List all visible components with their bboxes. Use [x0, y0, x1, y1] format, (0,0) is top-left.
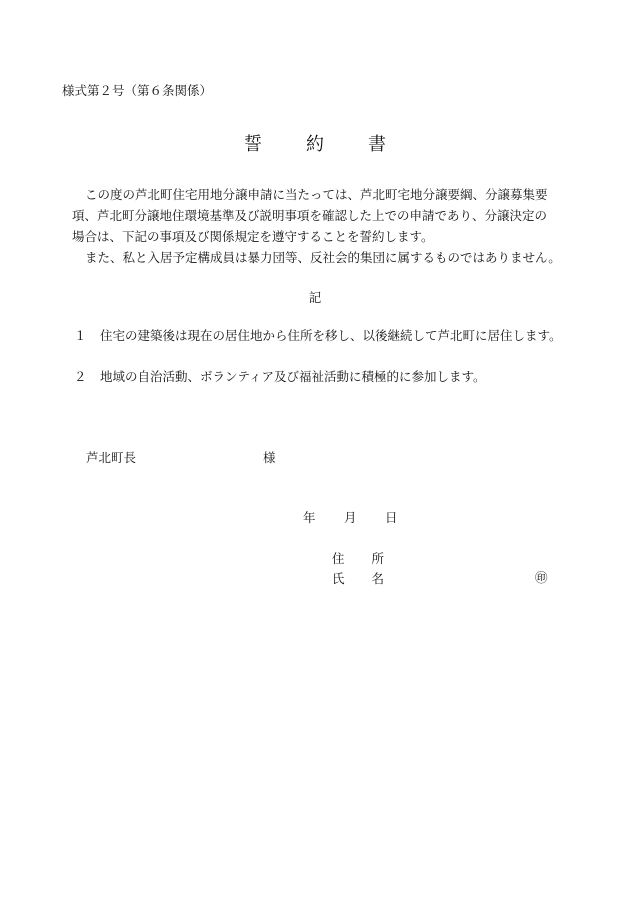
- paragraph-line-2: 項、芦北町分譲地住環境基準及び説明事項を確認した上での申請であり、分譲決定の: [72, 208, 548, 223]
- paragraph-line-3: 場合は、下記の事項及び関係規定を遵守することを誓約します。: [72, 229, 434, 244]
- seal-icon: ㊞: [535, 570, 548, 585]
- item-number: １: [74, 328, 87, 343]
- list-item: [74, 330, 562, 343]
- document-title: [0, 136, 630, 154]
- form-number-label: 様式第２号（第６条関係）: [62, 83, 213, 98]
- honorific: 様: [263, 450, 276, 465]
- date-month-label: 月: [344, 510, 357, 525]
- item-text: 地域の自治活動、ボランティア及び福祉活動に積極的に参加します。: [100, 369, 486, 384]
- address-label: [332, 553, 384, 566]
- title-char-3: 書: [368, 134, 386, 155]
- ki-heading: 記: [308, 290, 322, 305]
- paragraph-line-4: また、私と入居予定構成員は暴力団等、反社会的集団に属するものではありません。: [85, 250, 561, 265]
- title-char-1: 誓: [244, 134, 262, 155]
- date-year-label: 年: [303, 510, 316, 525]
- name-char-2: 名: [371, 571, 385, 586]
- addressee: 芦北町長: [86, 450, 137, 465]
- name-label: [332, 573, 384, 586]
- paragraph-line-1: この度の芦北町住宅用地分譲申請に当たっては、芦北町宅地分譲要綱、分譲募集要: [85, 187, 548, 202]
- item-text: 住宅の建築後は現在の居住地から住所を移し、以後継続して芦北町に居住します。: [100, 328, 562, 343]
- list-item: [74, 371, 486, 384]
- name-char-1: 氏: [332, 571, 345, 586]
- title-char-2: 約: [306, 134, 324, 155]
- item-number: ２: [74, 369, 87, 384]
- address-char-1: 住: [332, 551, 345, 566]
- address-char-2: 所: [371, 551, 385, 566]
- pledge-paragraph: [72, 184, 592, 268]
- date-day-label: 日: [385, 510, 398, 525]
